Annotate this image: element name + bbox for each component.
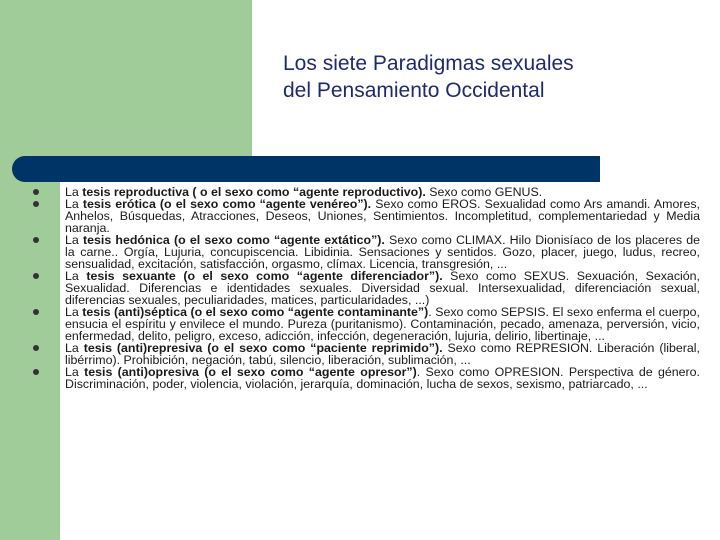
green-top-block: [0, 0, 252, 160]
list-item: [60, 366, 700, 390]
item-bold: tesis erótica (o el sexo como “agente venéreo”).: [82, 197, 372, 211]
navy-divider-bar: [12, 156, 600, 182]
paradigm-list: [60, 186, 700, 390]
item-bold: tesis hedónica (o el sexo como “agente extático”).: [82, 233, 385, 247]
slide-title-line-1: Los siete Paradigmas sexuales: [283, 52, 574, 75]
bullet-icon: [33, 201, 39, 207]
bullet-icon: [33, 189, 39, 195]
item-prefix: La: [65, 365, 85, 379]
bullet-icon: [33, 309, 39, 315]
slide-title: [283, 50, 703, 104]
item-rest: Sexo como SEXUS. Sexuación, Sexación, Sexualidad. Diferencias e identidades sexuales. Diversidad sexual. Intersexualidad, diferenciación sexual, diferencias sexuales, peculiaridades, matices, particularidades, ...): [65, 269, 700, 307]
item-bold: tesis sexuante (o el sexo como “agente diferenciador”).: [86, 269, 443, 283]
item-rest: . Sexo como OPRESION. Perspectiva de género. Discriminación, poder, violencia, violación, jerarquía, dominación, lucha de sexos, sexismo, patriarcado, ...: [65, 365, 700, 391]
item-rest: Sexo como EROS. Sexualidad como Ars amandi. Amores, Anhelos, Búsquedas, Atracciones, Deseos, Uniones, Sentimientos. Incompletitud, complementariedad y Media naranja.: [65, 197, 700, 235]
item-prefix: La: [65, 269, 87, 283]
bullet-icon: [33, 273, 39, 279]
bullet-icon: [33, 345, 39, 351]
item-rest: . Sexo como SEPSIS. El sexo enferma el cuerpo, ensucia el espíritu y envilece el mundo. Pureza (puritanismo). Contaminación, pecado, amenaza, perversión, vicio, enfermedad, delito, peligro, exceso, adicción, infección, degeneración, lujuria, delirio, libertinaje, ...: [65, 305, 700, 343]
list-item: [60, 306, 700, 342]
item-bold: tesis (anti)séptica (o el sexo como “agente contaminante”): [82, 305, 429, 319]
item-prefix: La: [65, 197, 83, 211]
item-rest: Sexo como CLIMAX. Hilo Dionisíaco de los placeres de la carne.. Orgía, Lujuria, concupiscencia. Libidinia. Sensaciones y sentidos. Gozo, placer, juego, ludus, recreo, sensualidad, excitación, satisfacción, orgasmo, clímax. Licencia, transgresión, ...: [65, 233, 700, 271]
item-prefix: La: [65, 305, 83, 319]
bullet-icon: [33, 369, 39, 375]
item-bold: tesis (anti)opresiva (o el sexo como “agente opresor”): [84, 365, 417, 379]
list-item: [60, 198, 700, 234]
slide-title-line-2: del Pensamiento Occidental: [283, 79, 545, 102]
list-item: [60, 234, 700, 270]
item-prefix: La: [65, 233, 83, 247]
bullet-icon: [33, 237, 39, 243]
item-rest: Sexo como GENUS.: [425, 185, 543, 199]
item-rest: Sexo como REPRESION. Liberación (liberal, libérrimo). Prohibición, negación, tabú, silencio, liberación, sublimación, ...: [65, 341, 701, 367]
list-item: [60, 342, 700, 366]
list-item: [60, 270, 700, 306]
item-bold: tesis (anti)represiva (o el sexo como “paciente reprimido”).: [83, 341, 443, 355]
item-prefix: La: [65, 185, 83, 199]
item-prefix: La: [65, 341, 84, 355]
item-bold: tesis reproductiva ( o el sexo como “agente reproductivo).: [82, 185, 426, 199]
